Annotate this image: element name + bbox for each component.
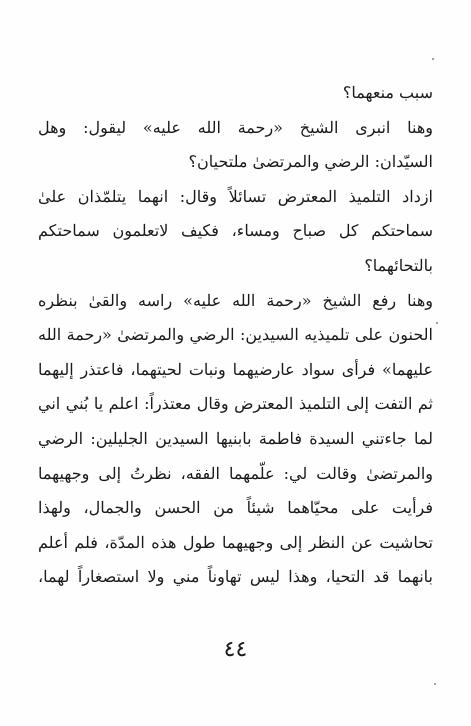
text-line: سماحتكم كل صباح ومساء، فكيف لاتعلمون سماحتكم [38, 221, 433, 241]
text-line: الحنون على تلميذيه السيدين: الرضي والمرتضىٰ «رحمة الله [38, 325, 433, 345]
body-text [38, 76, 433, 595]
text-line: عليهما» فرأى سواد عارضيهما ونبات لحيتهما، فاعتذر إليهما [38, 359, 433, 379]
text-line: وهنا انبرى الشيخ «رحمة الله عليه» ليقول: وهل [38, 117, 433, 137]
text-line: ازداد التلميذ المعترض تسائلاً وقال: انهما يتلمّذان علىٰ [38, 186, 433, 206]
text-line: سبب منعهما؟ [342, 83, 433, 102]
text-line: تحاشيت عن النظر إلى وجهيهما طول هذه المدّة، فلم أعلم [38, 532, 433, 552]
text-line: فرأيت على محيّاهما شيئاً من الحسن والجمال، ولهذا [38, 498, 433, 518]
page-number: ٤٤ [223, 637, 248, 662]
text-line: السيّدان: الرضي والمرتضىٰ ملتحيان؟ [188, 152, 433, 172]
print-speck [434, 683, 436, 685]
text-line: ثم التفت إلى التلميذ المعترض وقال معتذراً: اعلم يا بُني اني [38, 394, 433, 414]
text-line: لما جاءتني السيدة فاطمة بابنيها السيدين الجليلين: الرضي [38, 428, 433, 448]
print-speck [432, 58, 434, 60]
text-line: بالتحائهما؟ [364, 255, 433, 275]
text-line: والمرتضىٰ وقالت لي: علّمهما الفقه، نظرتُ إلى وجهيهما [38, 463, 433, 483]
text-line: بانهما قد التحيا، وهذا ليس تهاوناً مني ولا استصغاراً لهما، [38, 567, 433, 587]
print-speck [436, 322, 438, 324]
text-line: وهنا رفع الشيخ «رحمة الله عليه» راسه والقىٰ بنظره [38, 290, 433, 310]
